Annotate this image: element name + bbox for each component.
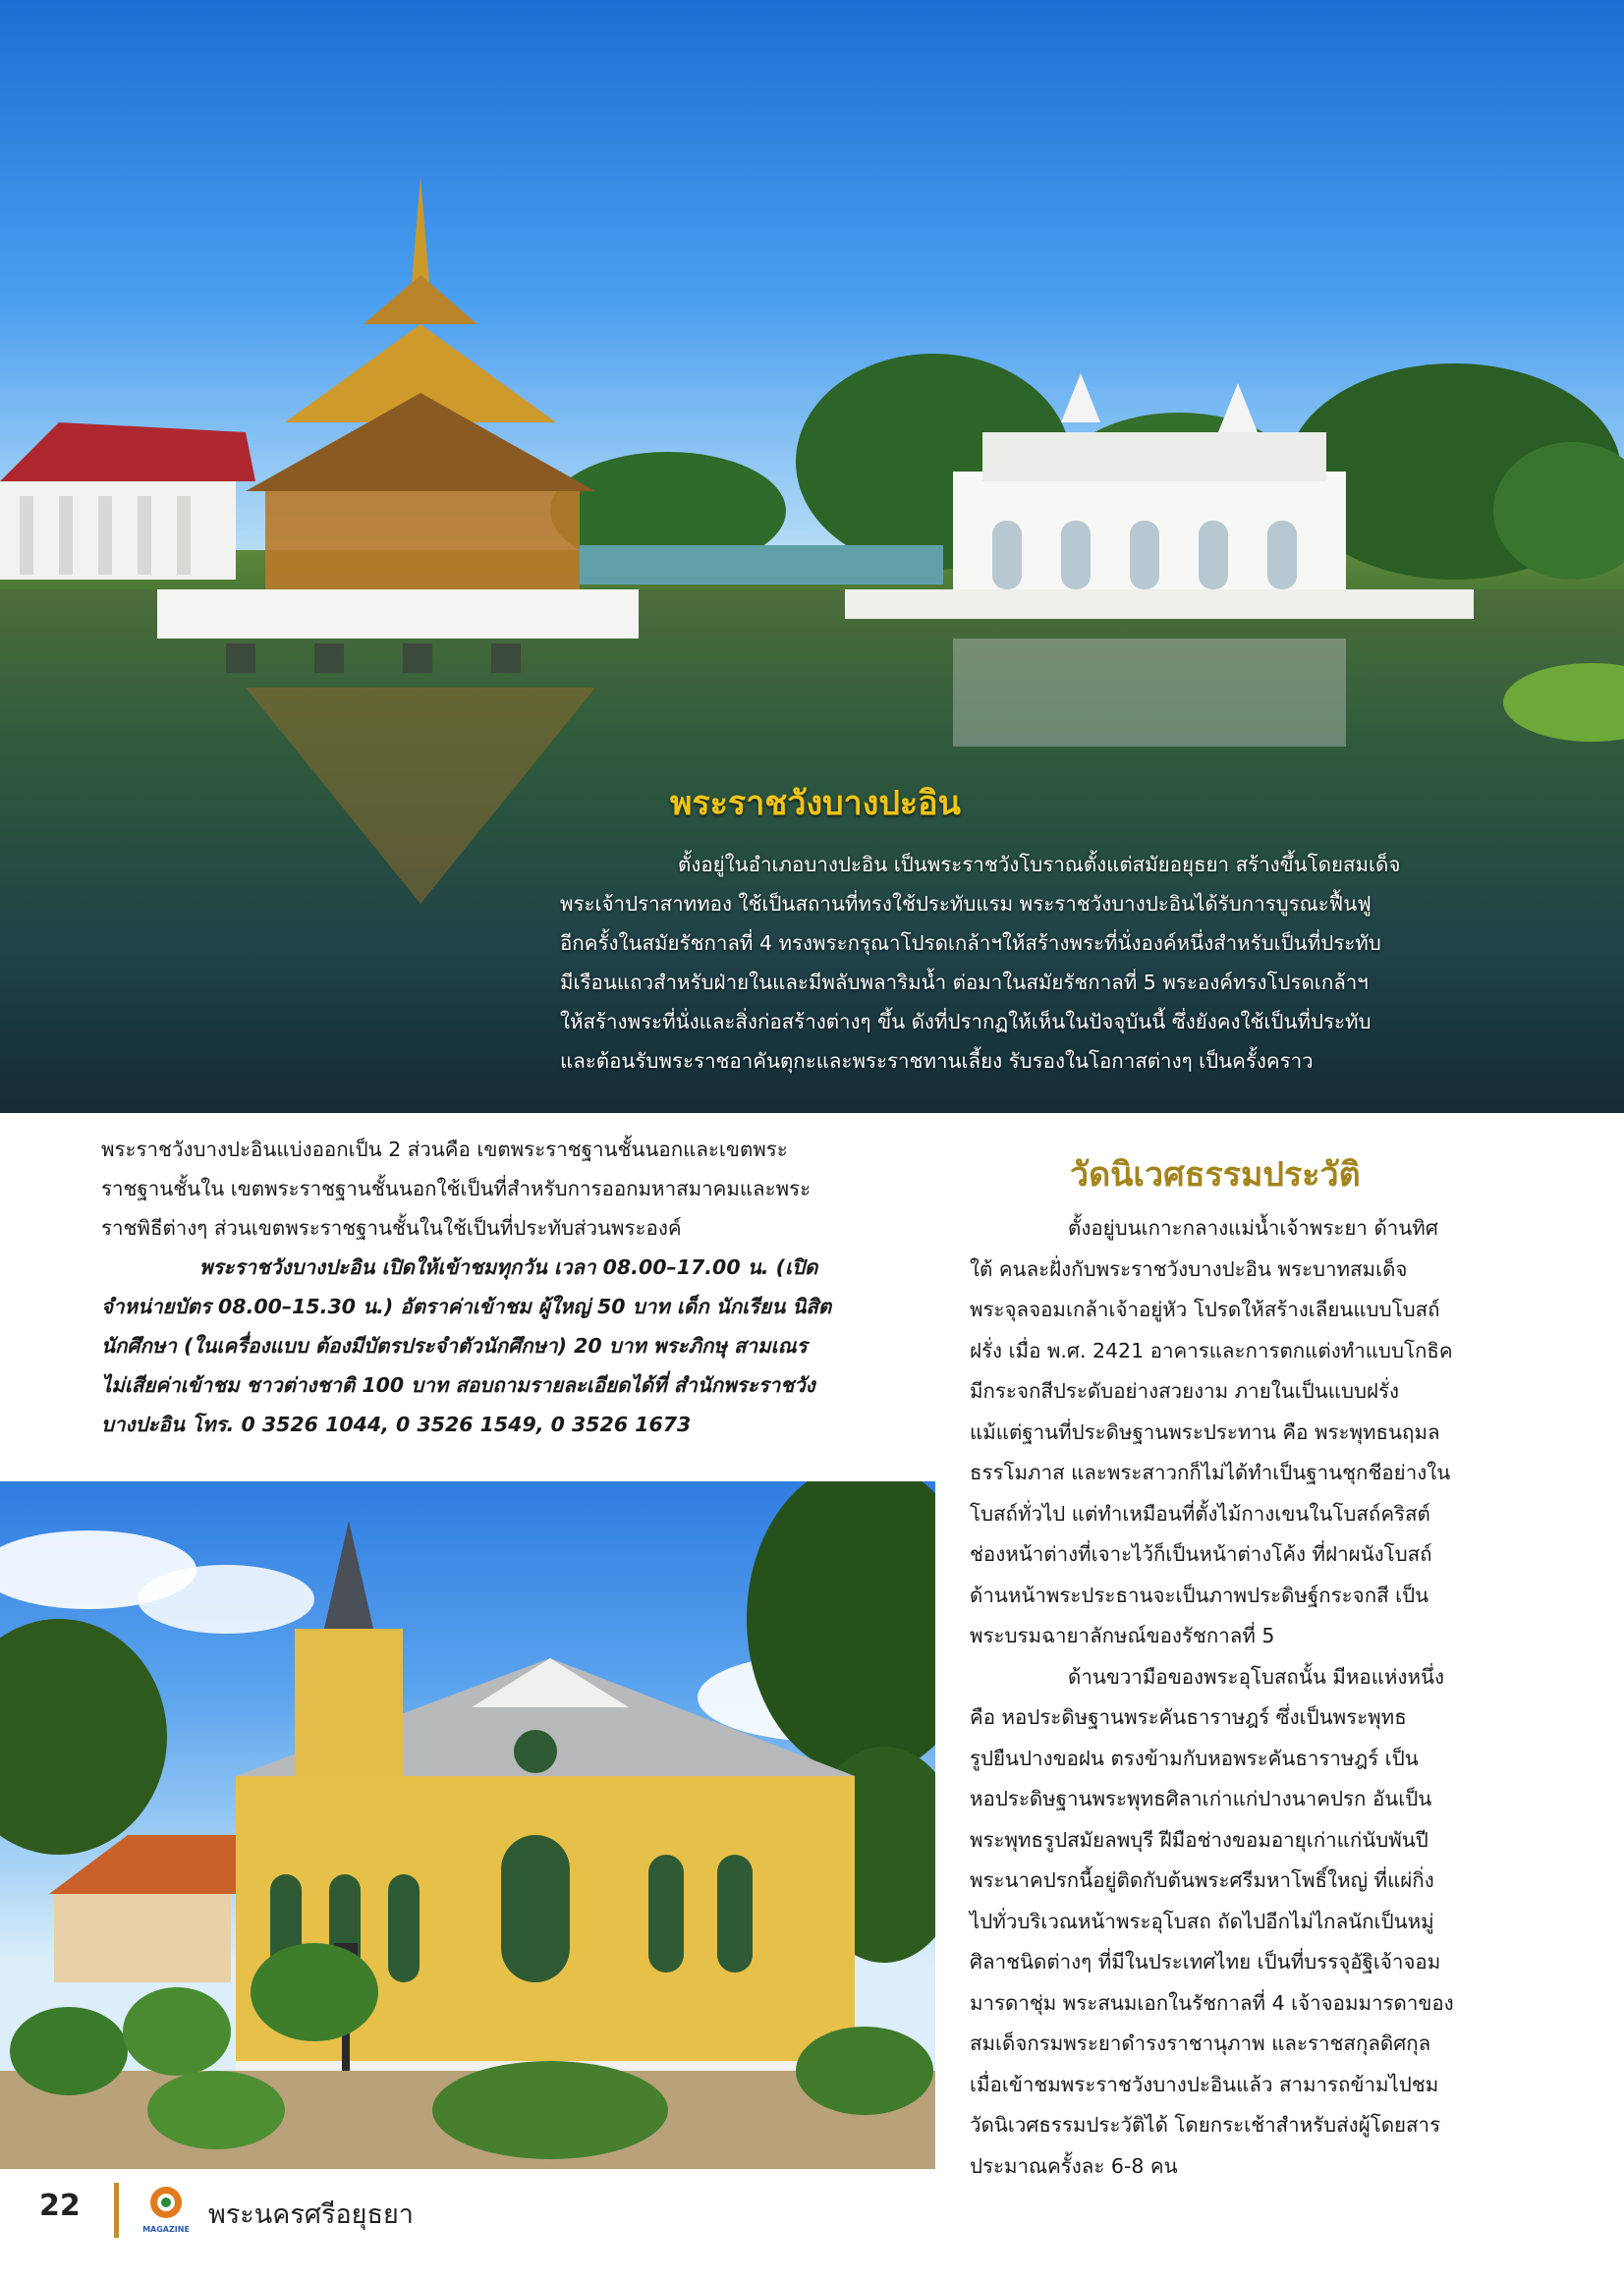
paragraph-line: มีกระจกสีประดับอย่างสวยงาม ภายในเป็นแบบฝรั่ง [970, 1379, 1400, 1403]
page-number: 22 [39, 2189, 81, 2223]
footer-divider [114, 2183, 119, 2238]
paragraph-line: ด้านขวามือของพระอุโบสถนั้น มีหอแห่งหนึ่ง [1068, 1664, 1444, 1689]
hero-line: ให้สร้างพระที่นั่งและสิ่งก่อสร้างต่างๆ ขึ้น ดังที่ปรากฏให้เห็นในปัจจุบันนี้ ซึ่งยังคงใช้เป็นที่ประทับ [560, 1010, 1372, 1033]
temple-photo [0, 1481, 935, 2169]
paragraph-line: ใต้ คนละฝั่งกับพระราชวังบางปะอิน พระบาทสมเด็จ [970, 1256, 1408, 1281]
right-article [970, 1147, 1500, 2187]
hero-line: ตั้งอยู่ในอำเภอบางปะอิน เป็นพระราชวังโบราณตั้งแต่สมัยอยุธยา สร้างขึ้นโดยสมเด็จ [678, 853, 1401, 876]
paragraph-line: มารดาชุ่ม พระสนมเอกในรัชกาลที่ 4 เจ้าจอมมารดาของ [970, 1990, 1454, 2015]
paragraph-line: พระนาคปรกนี้อยู่ติดกับต้นพระศรีมหาโพธิ์ใหญ่ ที่แผ่กิ่ง [970, 1868, 1434, 1892]
paragraph-line: ประมาณครั้งละ 6-8 คน [970, 2153, 1178, 2178]
paragraph-line: ตั้งอยู่บนเกาะกลางแม่น้ำเจ้าพระยา ด้านทิศ [1068, 1216, 1438, 1240]
hero-line: มีเรือนแถวสำหรับฝ่ายในและมีพลับพลาริมน้ำ ต่อมาในสมัยรัชกาลที่ 5 พระองค์ทรงโปรดเกล้าฯ [560, 971, 1369, 994]
gothic-temple-illustration [0, 1481, 935, 2169]
footer-province-name: พระนครศรีอยุธยา [208, 2199, 414, 2230]
visiting-info-line: นักศึกษา (ในเครื่องแบบ ต้องมีบัตรประจำตัวนักศึกษา) 20 บาท พระภิกษุ สามเณร [101, 1334, 808, 1358]
logo-text: MAGAZINE [142, 2225, 190, 2234]
paragraph-line: ช่องหน้าต่างที่เจาะไว้ก็เป็นหน้าต่างโค้ง ที่ฝาผนังโบสถ์ [970, 1542, 1432, 1566]
magazine-logo [141, 2183, 191, 2236]
hero-photo [0, 0, 1624, 1113]
paragraph-line: พระบรมฉายาลักษณ์ของรัชกาลที่ 5 [970, 1624, 1275, 1647]
visiting-info-line: ไม่เสียค่าเข้าชม ชาวต่างชาติ 100 บาท สอบถามรายละเอียดได้ที่ สำนักพระราชวัง [101, 1373, 815, 1397]
paragraph-line: ไปทั่วบริเวณหน้าพระอุโบสถ ถัดไปอีกไม่ไกลนักเป็นหมู่ [970, 1909, 1434, 1933]
hero-title: พระราชวังบางปะอิน [670, 784, 961, 823]
hero-line: และต้อนรับพระราชอาคันตุกะและพระราชทานเลี้ยง รับรองในโอกาสต่างๆ เป็นครั้งคราว [560, 1049, 1314, 1073]
paragraph-line: แม้แต่ฐานที่ประดิษฐานพระประทาน คือ พระพุทธนฤมล [970, 1419, 1440, 1444]
paragraph-line: ฝรั่ง เมื่อ พ.ศ. 2421 อาคารและการตกแต่งทำแบบโกธิค [970, 1338, 1453, 1363]
hero-line: อีกครั้งในสมัยรัชกาลที่ 4 ทรงพระกรุณาโปรดเกล้าฯให้สร้างพระที่นั่งองค์หนึ่งสำหรับเป็นที่ประทับ [560, 931, 1381, 955]
paragraph-line: ราชฐานชั้นใน เขตพระราชฐานชั้นนอกใช้เป็นที่สำหรับการออกมหาสมาคมและพระ [101, 1177, 812, 1200]
paragraph-line: ราชพิธีต่างๆ ส่วนเขตพระราชฐานชั้นในใช้เป็นที่ประทับส่วนพระองค์ [101, 1216, 682, 1240]
paragraph-line: เมื่อเข้าชมพระราชวังบางปะอินแล้ว สามารถข้ามไปชม [970, 2072, 1439, 2096]
paragraph-line: หอประดิษฐานพระพุทธศิลาเก่าแก่ปางนาคปรก อันเป็น [970, 1787, 1432, 1810]
paragraph-line: สมเด็จกรมพระยาดำรงราชานุภาพ และราชสกุลดิศกุล [970, 2031, 1431, 2055]
paragraph-line: ธรรโมภาส และพระสาวกก็ไม่ได้ทำเป็นฐานชุกชีอย่างใน [970, 1461, 1451, 1484]
paragraph-line: พระพุทธรูปสมัยลพบุรี ฝีมือช่างขอมอายุเก่าแก่นับพันปี [970, 1827, 1428, 1852]
paragraph-line: พระราชวังบางปะอินแบ่งออกเป็น 2 ส่วนคือ เขตพระราชฐานชั้นนอกและเขตพระ [101, 1138, 788, 1161]
visiting-info-line: จำหน่ายบัตร 08.00–15.30 น.) อัตราค่าเข้าชม ผู้ใหญ่ 50 บาท เด็ก นักเรียน นิสิต [101, 1295, 832, 1318]
section-title: วัดนิเวศธรรมประวัติ [1070, 1155, 1361, 1195]
visiting-info-line: บางปะอิน โทร. 0 3526 1044, 0 3526 1549, 0 3526 1673 [101, 1413, 692, 1436]
paragraph-line: ด้านหน้าพระประธานจะเป็นภาพประดิษฐ์กระจกสี เป็น [970, 1583, 1429, 1607]
left-article-text [101, 1130, 919, 1444]
hero-line: พระเจ้าปราสาททอง ใช้เป็นสถานที่ทรงใช้ประทับแรม พระราชวังบางปะอินได้รับการบูรณะฟื้นฟู [560, 892, 1372, 916]
visiting-info-line: พระราชวังบางปะอิน เปิดให้เข้าชมทุกวัน เวลา 08.00–17.00 น. (เปิด [199, 1255, 818, 1279]
paragraph-line: คือ หอประดิษฐานพระคันธาราษฎร์ ซึ่งเป็นพระพุทธ [970, 1705, 1407, 1729]
paragraph-line: รูปยืนปางขอฝน ตรงข้ามกับหอพระคันธาราษฎร์ เป็น [970, 1746, 1419, 1770]
paragraph-line: ศิลาชนิดต่างๆ ที่มีในประเทศไทย เป็นที่บรรจุอัฐิเจ้าจอม [970, 1950, 1441, 1974]
paragraph-line: โบสถ์ทั่วไป แต่ทำเหมือนที่ตั้งไม้กางเขนในโบสถ์คริสต์ [970, 1501, 1430, 1526]
paragraph-line: วัดนิเวศธรรมประวัติได้ โดยกระเช้าสำหรับส่งผู้โดยสาร [970, 2113, 1441, 2137]
hero-text-block [560, 776, 1601, 1081]
paragraph-line: พระจุลจอมเกล้าเจ้าอยู่หัว โปรดให้สร้างเลียนแบบโบสถ์ [970, 1298, 1440, 1321]
